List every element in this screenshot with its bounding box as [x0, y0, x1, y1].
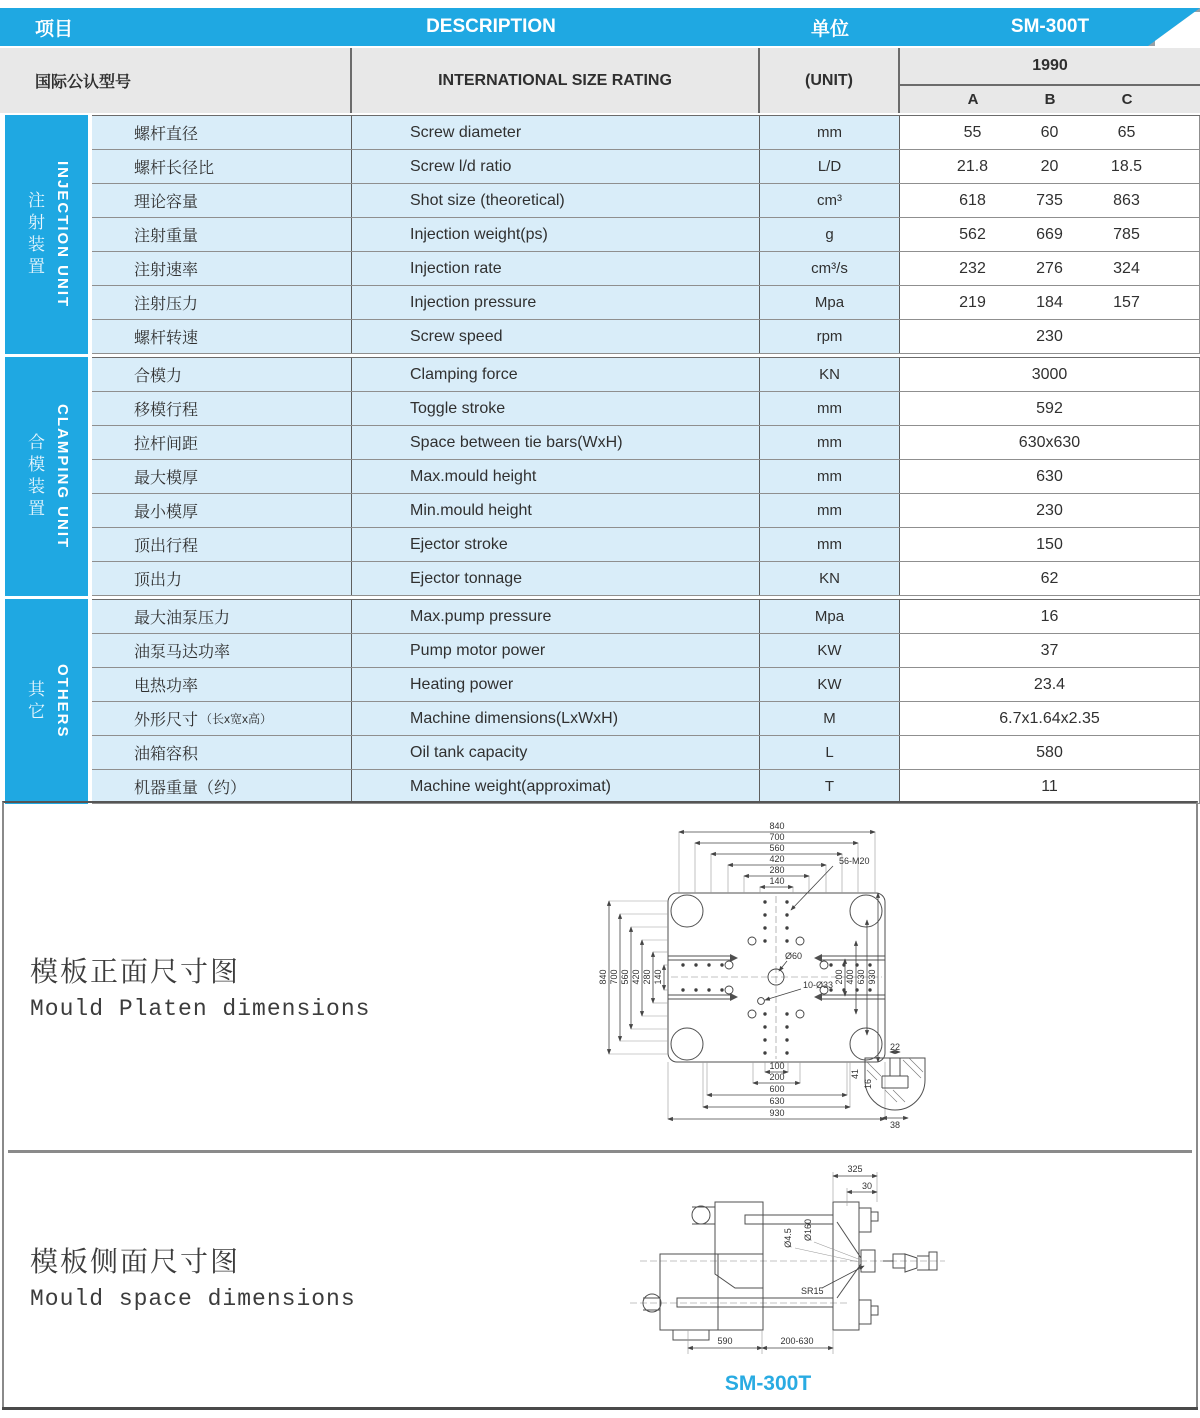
svg-text:41: 41: [850, 1068, 860, 1080]
row-name: 螺杆长径比: [92, 150, 352, 183]
section-label-cn: 合模装置: [25, 432, 44, 521]
svg-text:200-630: 200-630: [780, 1336, 814, 1346]
row-values: 21.8 20 18.5: [900, 150, 1200, 183]
row-desc: Toggle stroke: [352, 392, 760, 425]
svg-text:400: 400: [845, 969, 855, 985]
row-name: 注射压力: [92, 286, 352, 319]
svg-text:630: 630: [769, 1096, 785, 1106]
row-values: 37: [900, 634, 1200, 667]
svg-text:280: 280: [642, 969, 652, 985]
row-desc: Max.pump pressure: [352, 600, 760, 633]
subheader-variants: [900, 48, 1200, 113]
row-values: 630: [900, 460, 1200, 493]
row-values: 580: [900, 736, 1200, 769]
table-row: [92, 320, 1200, 354]
row-desc: Injection weight(ps): [352, 218, 760, 251]
subheader-unit: (UNIT): [760, 48, 900, 113]
row-values: 23.4: [900, 668, 1200, 701]
page-bottom-border: [2, 1407, 1198, 1410]
svg-text:560: 560: [620, 969, 630, 985]
row-values: 230: [900, 494, 1200, 527]
row-desc: Machine weight(approximat): [352, 770, 760, 803]
row-unit: M: [760, 702, 900, 735]
svg-text:325: 325: [847, 1164, 863, 1174]
table-row: [92, 150, 1200, 184]
svg-text:560: 560: [769, 843, 785, 853]
model-year: 1990: [1032, 57, 1068, 74]
svg-text:420: 420: [631, 969, 641, 985]
svg-text:16: 16: [863, 1078, 873, 1090]
row-values: 6.7x1.64x2.35: [900, 702, 1200, 735]
row-unit: mm: [760, 494, 900, 527]
row-unit: Mpa: [760, 286, 900, 319]
row-name: 最小模厚: [92, 494, 352, 527]
svg-text:SR15: SR15: [801, 1286, 824, 1296]
section-label-en: OTHERS: [54, 664, 71, 739]
row-unit: Mpa: [760, 600, 900, 633]
row-desc: Injection rate: [352, 252, 760, 285]
row-values: 592: [900, 392, 1200, 425]
section-label-en: CLAMPING UNIT: [54, 403, 71, 550]
row-values: 630x630: [900, 426, 1200, 459]
platen-drawing-title: 模板正面尺寸图 Mould Platen dimensions: [30, 959, 371, 1022]
svg-text:140: 140: [653, 969, 663, 985]
section-label-others: [5, 599, 88, 804]
t-slot-detail-view: [850, 1042, 925, 1130]
svg-text:140: 140: [769, 876, 785, 886]
variant-c: C: [1121, 91, 1133, 108]
row-values: 3000: [900, 358, 1200, 391]
svg-text:930: 930: [769, 1108, 785, 1118]
row-unit: mm: [760, 426, 900, 459]
svg-text:Ø160: Ø160: [803, 1218, 813, 1242]
row-unit: cm³: [760, 184, 900, 217]
row-name: 螺杆转速: [92, 320, 352, 353]
row-unit: g: [760, 218, 900, 251]
section-label-en: INJECTION UNIT: [54, 160, 71, 309]
row-unit: mm: [760, 460, 900, 493]
variant-a: A: [967, 91, 979, 108]
svg-text:22: 22: [889, 1042, 901, 1052]
row-name: 顶出行程: [92, 528, 352, 561]
table-row: [92, 528, 1200, 562]
table-row: [92, 668, 1200, 702]
table-row: [92, 392, 1200, 426]
table-row: [92, 460, 1200, 494]
header-item: 项目: [35, 18, 74, 40]
section-label-cn: 其它: [25, 679, 44, 724]
row-unit: rpm: [760, 320, 900, 353]
section-label-cn: 注射装置: [25, 190, 44, 279]
row-name: 最大油泵压力: [92, 600, 352, 633]
row-name: 注射速率: [92, 252, 352, 285]
row-unit: KN: [760, 562, 900, 595]
drawings-divider: [8, 1150, 1192, 1153]
svg-text:38: 38: [889, 1120, 901, 1130]
side-drawing: [615, 1158, 985, 1358]
table-row: [92, 252, 1200, 286]
svg-text:56-M20: 56-M20: [839, 856, 870, 866]
header-description: DESCRIPTION: [426, 16, 556, 37]
table-row: [92, 600, 1200, 634]
row-desc: Heating power: [352, 668, 760, 701]
row-unit: T: [760, 770, 900, 803]
svg-text:200: 200: [834, 969, 844, 985]
platen-right-dimensions: [834, 893, 878, 1062]
svg-text:700: 700: [609, 969, 619, 985]
table-row: [92, 702, 1200, 736]
row-desc: Injection pressure: [352, 286, 760, 319]
section-label-clamping: [5, 357, 88, 596]
row-name: 注射重量: [92, 218, 352, 251]
row-desc: Pump motor power: [352, 634, 760, 667]
row-values: 55 60 65: [900, 116, 1200, 149]
row-name: 电热功率: [92, 668, 352, 701]
table-row: [92, 494, 1200, 528]
row-name: 移模行程: [92, 392, 352, 425]
svg-text:Ø4.5: Ø4.5: [783, 1228, 793, 1248]
row-name: 最大模厚: [92, 460, 352, 493]
svg-text:930: 930: [867, 969, 877, 985]
svg-text:200: 200: [769, 1072, 785, 1082]
row-name: 油泵马达功率: [92, 634, 352, 667]
svg-text:840: 840: [769, 821, 785, 831]
side-dimensions: [688, 1164, 877, 1354]
row-desc: Ejector stroke: [352, 528, 760, 561]
row-unit: KW: [760, 634, 900, 667]
row-unit: L/D: [760, 150, 900, 183]
table-row: [92, 218, 1200, 252]
table-row: [92, 770, 1200, 804]
svg-text:280: 280: [769, 865, 785, 875]
row-desc: Shot size (theoretical): [352, 184, 760, 217]
row-values: 232 276 324: [900, 252, 1200, 285]
header-model: SM-300T: [1010, 16, 1090, 37]
row-name: 外形尺寸 （长x宽x高）: [92, 702, 352, 735]
section-others: [5, 599, 1200, 804]
table-row: [92, 358, 1200, 392]
subheader-en: INTERNATIONAL SIZE RATING: [352, 48, 760, 113]
footer-model-label: SM-300T: [724, 1372, 812, 1395]
table-row: [92, 116, 1200, 150]
platen-drawing: [595, 818, 985, 1140]
row-values: 618 735 863: [900, 184, 1200, 217]
row-name: 螺杆直径: [92, 116, 352, 149]
row-desc: Machine dimensions(LxWxH): [352, 702, 760, 735]
svg-text:590: 590: [717, 1336, 733, 1346]
row-desc: Screw diameter: [352, 116, 760, 149]
table-row: [92, 426, 1200, 460]
table-header-bar: [0, 8, 1200, 46]
row-name: 顶出力: [92, 562, 352, 595]
row-values: 62: [900, 562, 1200, 595]
svg-text:10-Ø33: 10-Ø33: [803, 980, 834, 990]
row-values: 230: [900, 320, 1200, 353]
table-subheader: [0, 48, 1200, 113]
svg-text:30: 30: [861, 1181, 873, 1191]
row-unit: KW: [760, 668, 900, 701]
platen-left-dimensions: [598, 901, 668, 1054]
section-clamping-unit: [5, 357, 1200, 596]
svg-text:Ø60: Ø60: [785, 951, 803, 961]
row-desc: Clamping force: [352, 358, 760, 391]
svg-text:630: 630: [856, 969, 866, 985]
row-unit: mm: [760, 116, 900, 149]
row-name: 机器重量（约）: [92, 770, 352, 803]
svg-text:840: 840: [598, 969, 608, 985]
row-desc: Space between tie bars(WxH): [352, 426, 760, 459]
row-desc: Max.mould height: [352, 460, 760, 493]
svg-text:600: 600: [769, 1084, 785, 1094]
row-name: 拉杆间距: [92, 426, 352, 459]
row-values: 150: [900, 528, 1200, 561]
machine-profile: [630, 1202, 945, 1340]
variant-row: [900, 84, 1200, 113]
row-unit: mm: [760, 392, 900, 425]
svg-text:700: 700: [769, 832, 785, 842]
row-values: 11: [900, 770, 1200, 803]
row-desc: Screw l/d ratio: [352, 150, 760, 183]
table-row: [92, 286, 1200, 320]
row-unit: KN: [760, 358, 900, 391]
row-name: 油箱容积: [92, 736, 352, 769]
row-desc: Ejector tonnage: [352, 562, 760, 595]
row-unit: L: [760, 736, 900, 769]
row-desc: Min.mould height: [352, 494, 760, 527]
svg-text:420: 420: [769, 854, 785, 864]
table-row: [92, 184, 1200, 218]
section-label-injection: [5, 115, 88, 354]
row-values: 562 669 785: [900, 218, 1200, 251]
subheader-cn: 国际公认型号: [0, 48, 352, 113]
row-name: 理论容量: [92, 184, 352, 217]
header-unit: 单位: [810, 18, 849, 40]
row-desc: Screw speed: [352, 320, 760, 353]
row-name: 合模力: [92, 358, 352, 391]
row-desc: Oil tank capacity: [352, 736, 760, 769]
table-row: [92, 634, 1200, 668]
row-unit: cm³/s: [760, 252, 900, 285]
table-row: [92, 562, 1200, 596]
row-unit: mm: [760, 528, 900, 561]
variant-b: B: [1044, 91, 1056, 108]
row-values: 16: [900, 600, 1200, 633]
svg-text:100: 100: [769, 1061, 785, 1071]
row-values: 219 184 157: [900, 286, 1200, 319]
section-injection-unit: [5, 115, 1200, 354]
table-row: [92, 736, 1200, 770]
side-drawing-title: 模板侧面尺寸图 Mould space dimensions: [30, 1249, 356, 1312]
